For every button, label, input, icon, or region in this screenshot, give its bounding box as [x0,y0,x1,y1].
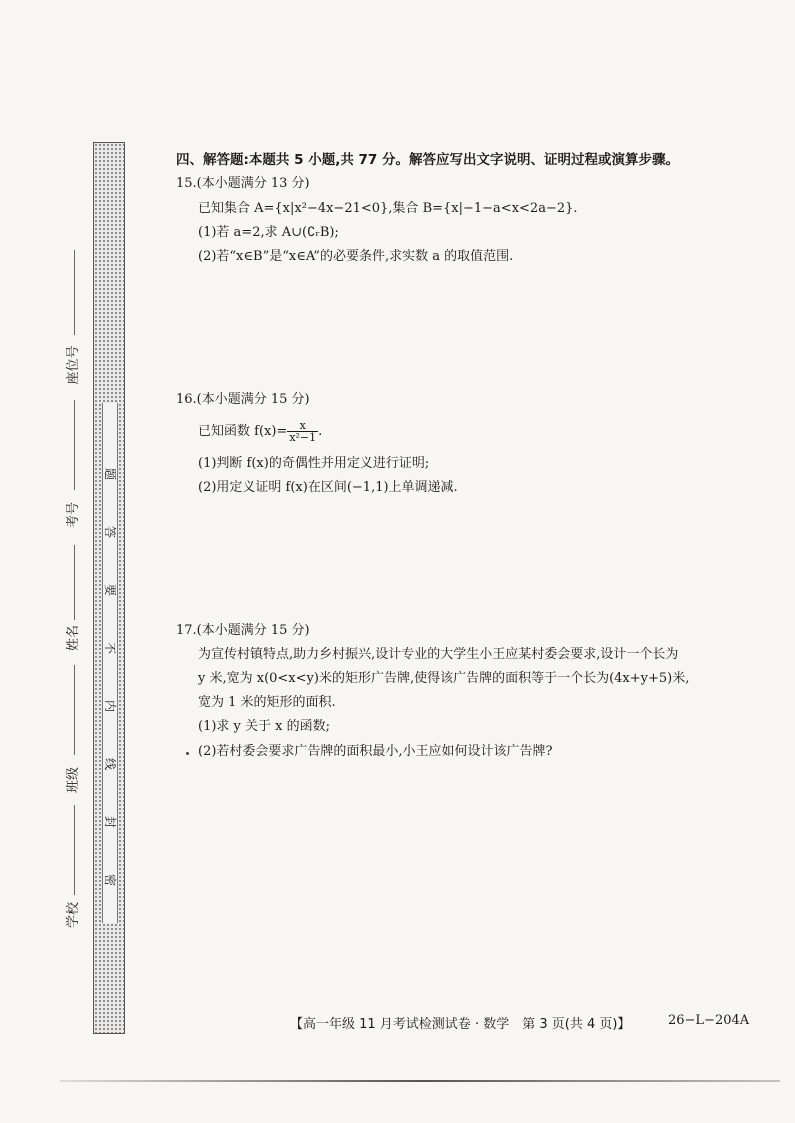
binding-char: 密 [103,873,117,886]
seat-number-label: 座位号 [66,345,81,385]
binding-char: 不 [103,641,117,654]
stray-mark [186,752,189,755]
binding-strip [93,142,125,1034]
q17-line: 宽为 1 米的矩形的面积. [198,695,336,710]
school-line [74,805,75,895]
q17-line: (2)若村委会要求广告牌的面积最小,小王应如何设计该广告牌? [198,744,553,759]
bottom-rule [60,1080,780,1082]
q17-line: (1)求 y 关于 x 的函数; [198,719,330,734]
q16-fraction [287,420,318,443]
q17-header: 17.(本小题满分 15 分) [176,623,310,638]
q16-function-line [198,420,322,443]
exam-number-label: 考号 [66,502,81,529]
q16-denominator: x²−1 [289,431,317,444]
binding-char: 线 [103,757,117,770]
class-line [74,665,75,755]
binding-char: 答 [103,525,117,538]
binding-char: 内 [103,699,117,712]
q15-line: 已知集合 A={x|x²−4x−21<0},集合 B={x|−1−a<x<2a−2}. [198,201,578,216]
binding-char: 题 [103,467,117,480]
q15-line: (1)若 a=2,求 A∪(∁ᵣB); [198,225,339,240]
q16-numerator: x [287,420,318,432]
binding-char: 封 [103,815,117,828]
section-title: 四、解答题:本题共 5 小题,共 77 分。解答应写出文字说明、证明过程或演算步骤。 [176,152,680,168]
q16-intro: 已知函数 f(x)= [198,424,288,439]
q16-period: . [318,424,323,439]
q16-line: (2)用定义证明 f(x)在区间(−1,1)上单调递减. [198,480,458,495]
school-label: 学校 [66,902,81,929]
name-line [74,545,75,620]
q17-line: 为宣传村镇特点,助力乡村振兴,设计专业的大学生小王应某村委会要求,设计一个长为 [198,647,679,662]
class-label: 班级 [66,767,81,794]
q16-line: (1)判断 f(x)的奇偶性并用定义进行证明; [198,456,430,471]
q15-line: (2)若“x∈B”是“x∈A”的必要条件,求实数 a 的取值范围. [198,249,514,264]
binding-warning-box [102,403,118,923]
binding-char: 要 [103,583,117,596]
seat-number-line [74,250,75,335]
name-label: 姓名 [66,625,81,652]
footer-code: 26−L−204A [668,1013,750,1028]
exam-number-line [74,400,75,490]
q16-header: 16.(本小题满分 15 分) [176,392,310,407]
q15-header: 15.(本小题满分 13 分) [176,176,310,191]
footer-text: 【高一年级 11 月考试检测试卷 · 数学 第 3 页(共 4 页)】 [290,1017,631,1032]
q17-line: y 米,宽为 x(0<x<y)米的矩形广告牌,使得该广告牌的面积等于一个长为(4x+y+5)米, [198,671,690,686]
